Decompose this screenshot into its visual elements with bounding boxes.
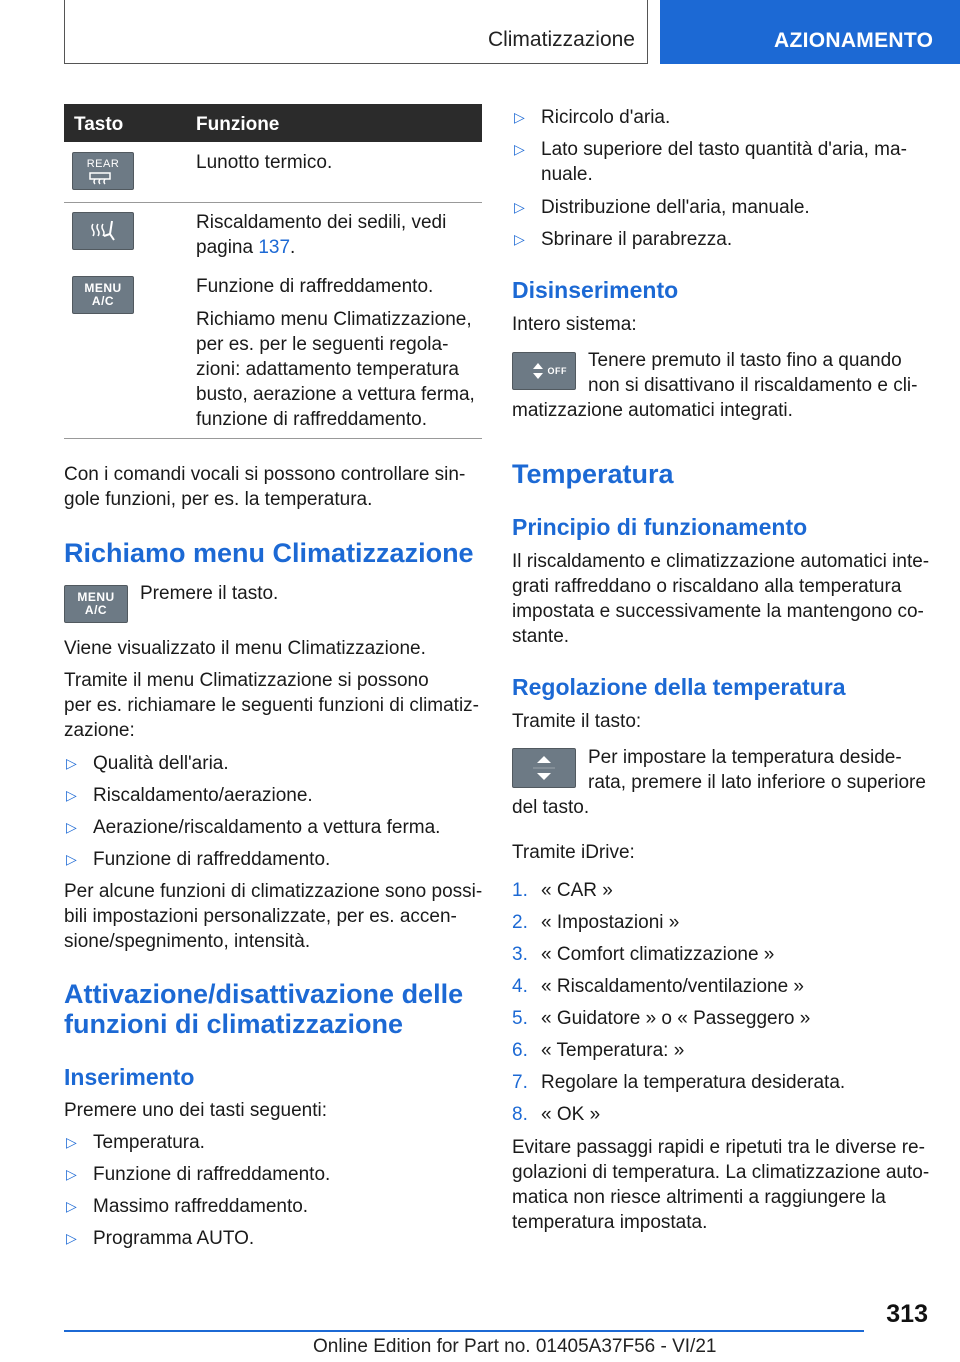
seat-heating-page-ref (196, 235, 295, 260)
list-item-text: Massimo raffreddamento. (93, 1196, 309, 1217)
principle-line-2: grati raffreddano o riscaldano alla temperatura (512, 576, 902, 597)
fan-arrows-icon (531, 359, 545, 383)
menu-desc-line-4: busto, aerazione a vettura ferma, (196, 384, 475, 405)
principle-line-4: stante. (512, 626, 570, 647)
onoff-heading-line-2: funzioni di climatizzazione (64, 1009, 404, 1039)
seat-heating-text: Riscaldamento dei sedili, vedi (196, 212, 447, 233)
step-number: 8. (512, 1104, 528, 1125)
page-number: 313 (886, 1300, 928, 1328)
list-item-text: Distribuzione dell'aria, manuale. (541, 197, 810, 218)
rear-button-label: REAR (86, 157, 120, 170)
step-number: 4. (512, 976, 528, 997)
menu-heading: Richiamo menu Climatizzazione (64, 538, 474, 568)
menu-button-line2: A/C (84, 603, 108, 617)
menu-intro-line-2: per es. richiamare le seguenti funzioni di climatiz- (64, 695, 480, 716)
temperature-up-down-icon (533, 752, 555, 784)
regulation-line-2: rata, premere il lato inferiore o superiore (588, 772, 926, 793)
footer-divider (64, 1330, 864, 1332)
bullet-triangle-icon: ▷ (66, 819, 77, 835)
footer-edition: Online Edition for Part no. 01405A37F56 - VI/21 (313, 1336, 717, 1357)
header-section: Climatizzazione (487, 28, 635, 51)
step-number: 5. (512, 1008, 528, 1029)
list-item-text: Qualità dell'aria. (93, 753, 229, 774)
menu-ac-line2: A/C (91, 294, 115, 308)
rear-defrost-icon (87, 171, 113, 185)
step-text: « Guidatore » o « Passeggero » (541, 1008, 811, 1029)
step-text: « CAR » (541, 880, 613, 901)
table-row-divider (64, 202, 482, 203)
personal-line-3: sione/spegnimento, intensità. (64, 931, 311, 952)
fan-off-button (512, 352, 576, 390)
list-item-text: Aerazione/riscaldamento a vettura ferma. (93, 817, 441, 838)
temperature-heading: Temperatura (512, 459, 674, 489)
list-item-text: Ricircolo d'aria. (541, 107, 671, 128)
list-item-text: Riscaldamento/aerazione. (93, 785, 313, 806)
off-text-line-2: non si disattivano il riscaldamento e cli- (588, 375, 918, 396)
step-number: 7. (512, 1072, 528, 1093)
principle-heading: Principio di funzionamento (512, 514, 808, 540)
menu-intro-line-1: Tramite il menu Climatizzazione si possono (64, 670, 429, 691)
bullet-triangle-icon: ▷ (514, 141, 525, 157)
voice-line-2: gole funzioni, per es. la temperatura. (64, 489, 373, 510)
seat-heating-page-label: pagina (196, 237, 259, 258)
list-item-text: Programma AUTO. (93, 1228, 255, 1249)
step-text: « Impostazioni » (541, 912, 680, 933)
table-header-function: Funzione (196, 114, 280, 135)
menu-desc-line-1: Richiamo menu Climatizzazione, (196, 309, 472, 330)
list-item-text: Lato superiore del tasto quantità d'aria, ma- (541, 139, 907, 160)
avoid-line-1: Evitare passaggi rapidi e ripetuti tra le diverse re- (512, 1137, 925, 1158)
table-bottom-divider (64, 438, 482, 439)
menu-ac-button (64, 585, 128, 623)
regulation-line-3: del tasto. (512, 797, 590, 818)
personal-line-2: bili impostazioni personalizzate, per es. accen- (64, 906, 457, 927)
off-button-label: OFF (547, 365, 567, 376)
off-text-line-1: Tenere premuto il tasto fino a quando (588, 350, 902, 371)
seat-heating-button (72, 212, 134, 250)
menu-desc-line-5: funzione di raffreddamento. (196, 409, 427, 430)
regulation-intro: Tramite il tasto: (512, 711, 642, 732)
menu-desc-line-3: zioni: adattamento temperatura (196, 359, 459, 380)
on-heading: Inserimento (64, 1064, 195, 1090)
bullet-triangle-icon: ▷ (514, 109, 525, 125)
voice-line-1: Con i comandi vocali si possono controllare sin- (64, 464, 466, 485)
header-chapter-label: AZIONAMENTO (774, 29, 934, 52)
seat-heating-period: . (290, 237, 296, 258)
avoid-line-4: temperatura impostata. (512, 1212, 708, 1233)
table-header-key: Tasto (74, 114, 124, 135)
step-number: 6. (512, 1040, 528, 1061)
temperature-rocker-button (512, 748, 576, 788)
off-heading: Disinserimento (512, 277, 679, 303)
principle-line-3: impostata e successivamente la mantengono co- (512, 601, 924, 622)
table-header (64, 104, 482, 142)
bullet-triangle-icon: ▷ (66, 1198, 77, 1214)
bullet-triangle-icon: ▷ (514, 231, 525, 247)
regulation-heading: Regolazione della temperatura (512, 674, 846, 700)
off-intro: Intero sistema: (512, 314, 637, 335)
menu-ac-button-table (72, 276, 134, 314)
header-chapter-tab[interactable] (660, 0, 960, 64)
bullet-triangle-icon: ▷ (66, 851, 77, 867)
step-text: « OK » (541, 1104, 601, 1125)
menu-shown-text: Viene visualizzato il menu Climatizzazione. (64, 638, 426, 659)
table-row-spacer (64, 266, 482, 267)
menu-intro-line-3: zazione: (64, 720, 135, 741)
bullet-triangle-icon: ▷ (66, 755, 77, 771)
idrive-intro: Tramite iDrive: (512, 842, 635, 863)
step-number: 1. (512, 880, 528, 901)
principle-line-1: Il riscaldamento e climatizzazione automatici inte- (512, 551, 930, 572)
bullet-triangle-icon: ▷ (66, 787, 77, 803)
off-text-line-3: matizzazione automatici integrati. (512, 400, 793, 421)
avoid-line-3: matica non riesce altrimenti a raggiungere la (512, 1187, 886, 1208)
bullet-triangle-icon: ▷ (66, 1230, 77, 1246)
menu-desc-line-2: per es. per le seguenti regola- (196, 334, 449, 355)
onoff-heading-line-1: Attivazione/disattivazione delle (64, 979, 464, 1009)
step-number: 3. (512, 944, 528, 965)
list-item-text: Funzione di raffreddamento. (93, 1164, 331, 1185)
page-137-link[interactable]: 137 (258, 237, 291, 258)
list-item-text: Sbrinare il parabrezza. (541, 229, 733, 250)
step-number: 2. (512, 912, 528, 933)
menu-press-text: Premere il tasto. (140, 583, 279, 604)
step-text: « Temperatura: » (541, 1040, 685, 1061)
list-item-text: Funzione di raffreddamento. (93, 849, 331, 870)
step-text: « Comfort climatizzazione » (541, 944, 775, 965)
bullet-triangle-icon: ▷ (66, 1166, 77, 1182)
step-text: « Riscaldamento/ventilazione » (541, 976, 804, 997)
bullet-triangle-icon: ▷ (66, 1134, 77, 1150)
personal-line-1: Per alcune funzioni di climatizzazione sono possi- (64, 881, 483, 902)
rear-window-text: Lunotto termico. (196, 152, 333, 173)
cooling-function-text: Funzione di raffreddamento. (196, 276, 434, 297)
step-text: Regolare la temperatura desiderata. (541, 1072, 846, 1093)
on-intro: Premere uno dei tasti seguenti: (64, 1100, 327, 1121)
menu-ac-line1: MENU (84, 281, 122, 295)
regulation-line-1: Per impostare la temperatura deside- (588, 747, 902, 768)
menu-button-line1: MENU (77, 590, 115, 604)
bullet-triangle-icon: ▷ (514, 199, 525, 215)
seat-heating-icon (88, 218, 118, 244)
list-item-text: Temperatura. (93, 1132, 205, 1153)
list-item-continuation: nuale. (541, 164, 593, 185)
rear-window-heating-button (72, 152, 134, 190)
header-frame (64, 0, 648, 64)
avoid-line-2: golazioni di temperatura. La climatizzazione auto- (512, 1162, 930, 1183)
